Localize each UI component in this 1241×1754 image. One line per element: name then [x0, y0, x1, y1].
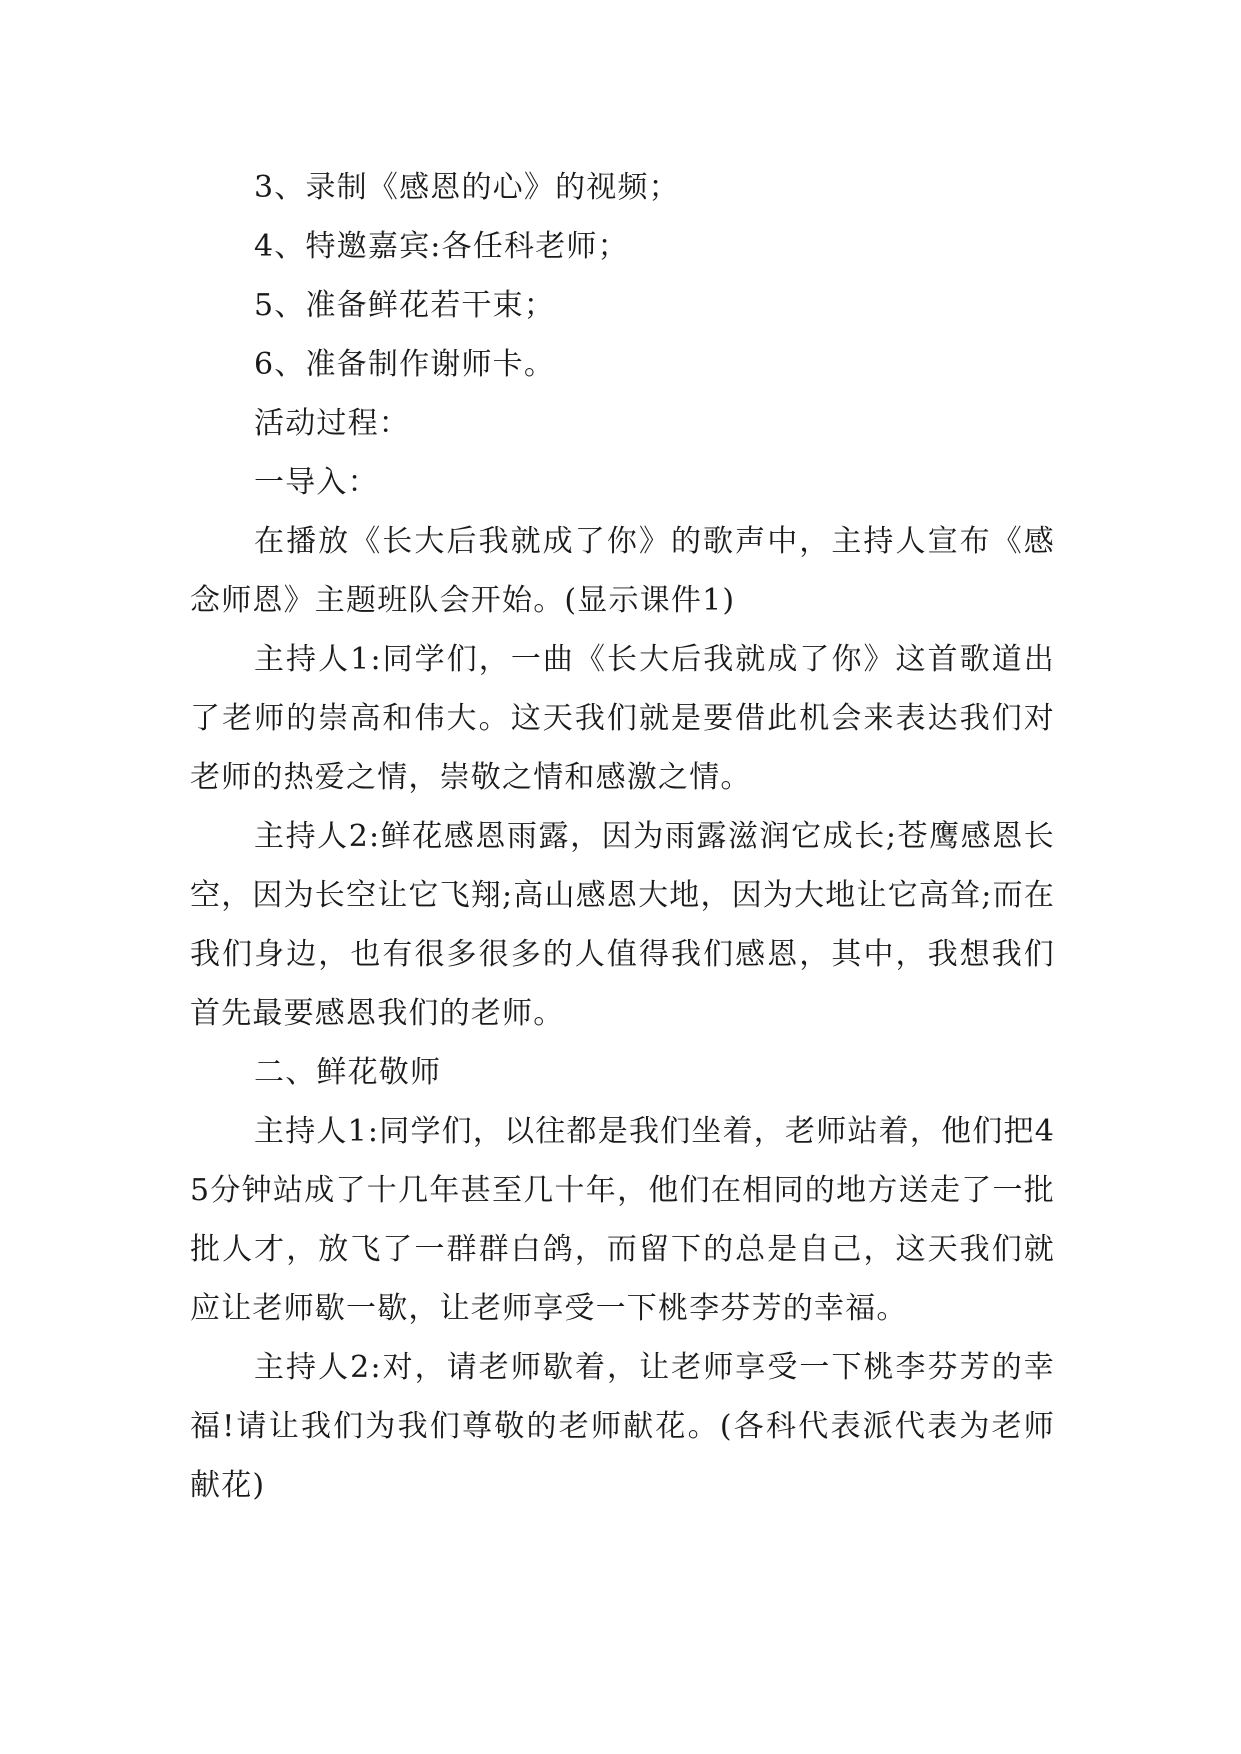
section-heading-process: 活动过程：: [254, 406, 410, 441]
list-item-recording: 3、录制《感恩的心》的视频；: [254, 170, 680, 205]
paragraph-host2-speech-a: 主持人2:鲜花感恩雨露，因为雨露滋润它成长;苍鹰感恩长空，因为长空让它飞翔;高山感恩大地，因为大地让它高耸;而在我们身边，也有很多很多的人值得我们感恩，其中，我想我们首先最要感恩我们的老师。: [190, 819, 1056, 1031]
section-heading-flowers: 二、鲜花敬师: [254, 1055, 442, 1090]
paragraph-host1-speech-a: 主持人1:同学们，一曲《长大后我就成了你》这首歌道出了老师的崇高和伟大。这天我们就是要借此机会来表达我们对老师的热爱之情，崇敬之情和感激之情。: [190, 642, 1055, 795]
list-item-flowers: 5、准备鲜花若干束；: [254, 288, 556, 323]
section-heading-intro: 一导入：: [254, 465, 379, 500]
paragraph-host1-speech-b: 主持人1:同学们，以往都是我们坐着，老师站着，他们把45分钟站成了十几年甚至几十年，他们在相同的地方送走了一批批人才，放飞了一群群白鸽，而留下的总是自己，这天我们就应让老师歇一歇，让老师享受一下桃李芬芳的幸福。: [190, 1114, 1055, 1326]
document-body: [190, 158, 1055, 1515]
paragraph-intro: 在播放《长大后我就成了你》的歌声中，主持人宣布《感念师恩》主题班队会开始。(显示课件1): [190, 524, 1055, 618]
list-item-guests: 4、特邀嘉宾:各任科老师；: [254, 229, 629, 264]
list-item-cards: 6、准备制作谢师卡。: [254, 347, 556, 382]
paragraph-host2-speech-b: 主持人2:对，请老师歇着，让老师享受一下桃李芬芳的幸福!请让我们为我们尊敬的老师献花。(各科代表派代表为老师献花): [190, 1350, 1055, 1503]
